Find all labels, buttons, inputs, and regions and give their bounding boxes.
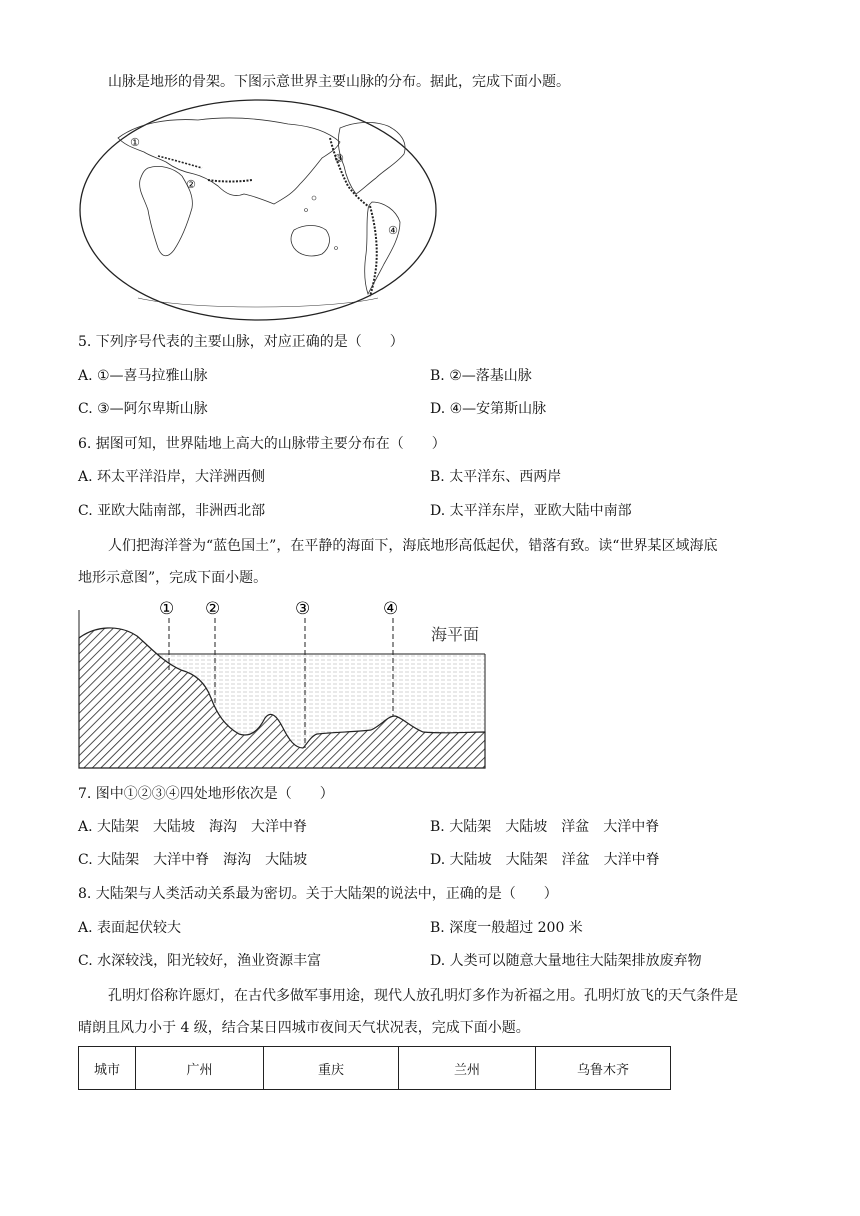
q5-stem: 5. 下列序号代表的主要山脉，对应正确的是（ ） [78,334,404,350]
profile-marker-4: ④ [383,599,399,619]
q7-stem: 7. 图中①②③④四处地形依次是（ ） [78,786,334,802]
map-marker-3: ③ [334,152,344,165]
q7-option-a[interactable]: A. 大陆架 大陆坡 海沟 大洋中脊 [78,819,308,835]
seafloor-profile-svg [75,598,495,774]
world-map-svg [78,98,438,322]
q6-stem: 6. 据图可知，世界陆地上高大的山脉带主要分布在（ ） [78,436,446,452]
q6-option-a[interactable]: A. 环太平洋沿岸，大洋洲西侧 [78,469,266,485]
intro-paragraph-1: 山脉是地形的骨架。下图示意世界主要山脉的分布。据此，完成下面小题。 [108,74,570,90]
map-marker-4: ④ [388,224,398,237]
profile-marker-1: ① [159,599,175,619]
q8-option-d[interactable]: D. 人类可以随意大量地往大陆架排放废弃物 [430,953,702,969]
q8-option-c[interactable]: C. 水深较浅，阳光较好，渔业资源丰富 [78,953,322,969]
q7-option-c[interactable]: C. 大陆架 大洋中脊 海沟 大陆坡 [78,852,308,868]
table-header-cell: 城市 [79,1047,136,1090]
profile-marker-2: ② [205,599,221,619]
q5-option-b[interactable]: B. ②—落基山脉 [430,368,532,384]
q8-option-b[interactable]: B. 深度一般超过 200 米 [430,920,583,936]
q6-option-b[interactable]: B. 太平洋东、西两岸 [430,469,562,485]
map-marker-2: ② [186,178,196,191]
table-header-cell: 兰州 [399,1047,536,1090]
q5-option-d[interactable]: D. ④—安第斯山脉 [430,401,547,417]
world-mountains-map [78,98,438,322]
intro-paragraph-3-line-1: 孔明灯俗称许愿灯，在古代多做军事用途，现代人放孔明灯多作为祈福之用。孔明灯放飞的天气条件是 [108,988,738,1004]
table-header-cell: 重庆 [264,1047,399,1090]
table-header-row [79,1047,671,1090]
table-header-cell: 乌鲁木齐 [536,1047,671,1090]
q7-option-b[interactable]: B. 大陆架 大陆坡 洋盆 大洋中脊 [430,819,660,835]
table-header-cell: 广州 [136,1047,264,1090]
sea-level-label: 海平面 [431,625,480,644]
q6-option-d[interactable]: D. 太平洋东岸，亚欧大陆中南部 [430,503,632,519]
q5-option-a[interactable]: A. ①—喜马拉雅山脉 [78,368,208,384]
q6-option-c[interactable]: C. 亚欧大陆南部，非洲西北部 [78,503,266,519]
intro-paragraph-2-line-2: 地形示意图”，完成下面小题。 [78,570,268,586]
map-marker-1: ① [130,136,140,149]
q5-option-c[interactable]: C. ③—阿尔卑斯山脉 [78,401,208,417]
weather-table [78,1046,671,1090]
q8-stem: 8. 大陆架与人类活动关系最为密切。关于大陆架的说法中，正确的是（ ） [78,886,558,902]
intro-paragraph-3-line-2: 晴朗且风力小于 4 级，结合某日四城市夜间天气状况表，完成下面小题。 [78,1020,530,1036]
intro-paragraph-2-line-1: 人们把海洋誉为“蓝色国土”，在平静的海面下，海底地形高低起伏，错落有致。读“世界某区域海底 [108,538,718,554]
profile-marker-3: ③ [295,599,311,619]
q8-option-a[interactable]: A. 表面起伏较大 [78,920,182,936]
seafloor-profile-diagram [75,598,495,774]
q7-option-d[interactable]: D. 大陆坡 大陆架 洋盆 大洋中脊 [430,852,660,868]
